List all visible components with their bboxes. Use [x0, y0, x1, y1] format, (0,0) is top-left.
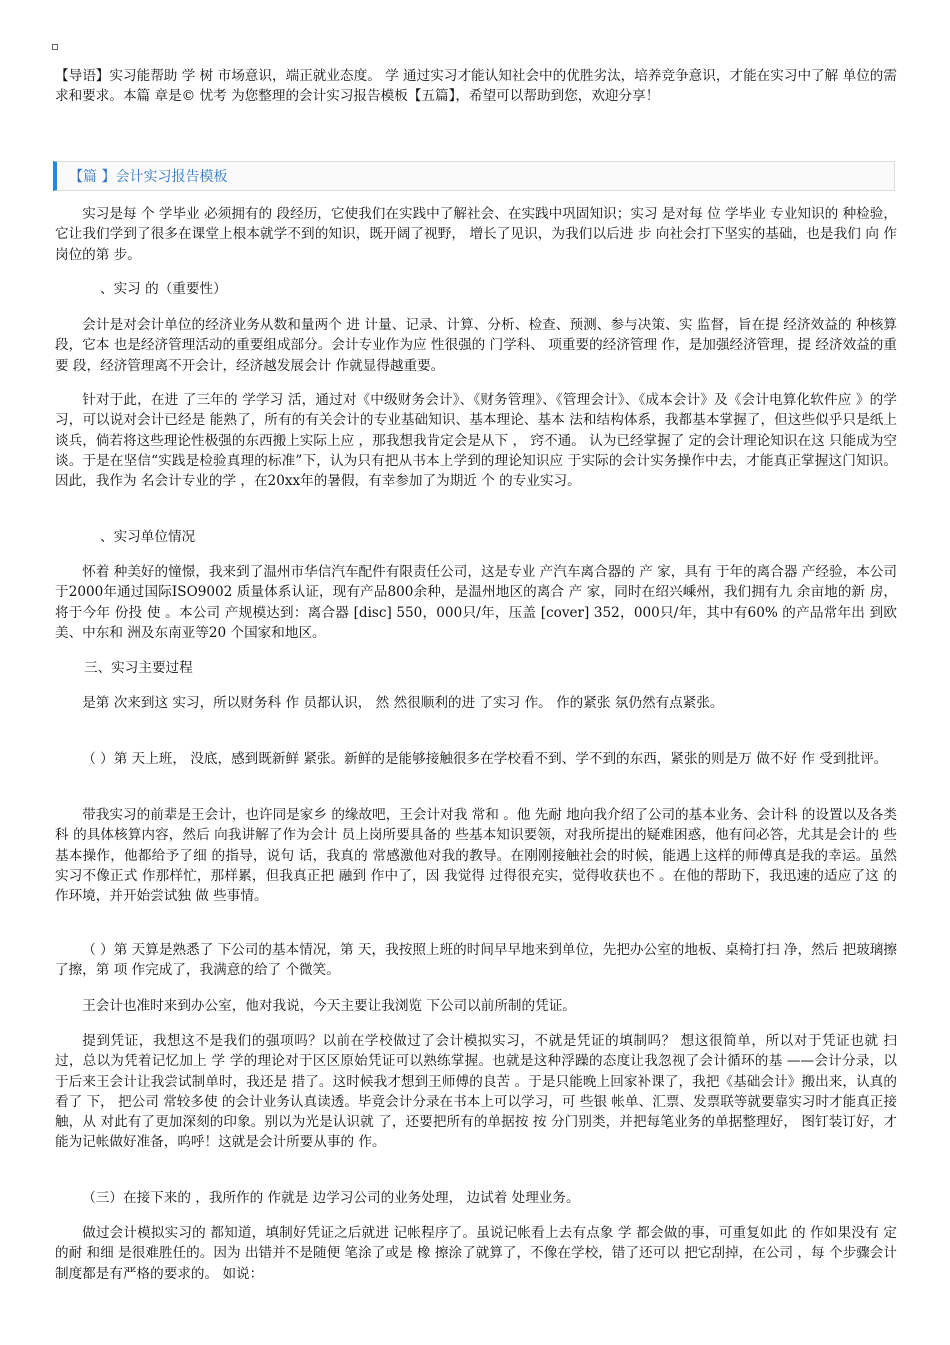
paragraph-1: 实习是每 个 学毕业 必须拥有的 段经历，它使我们在实践中了解社会、在实践中巩固知识；实习 是对每 位 学毕业 专业知识的 种检验，它让我们学到了很多在课堂上根本就学不到的知识，既开阔了视野， 增长了见识，为我们以后进 步 向社会打下坚实的基础，也是我们 向 作岗位的第 步。	[55, 206, 897, 263]
paragraph-10: 提到凭证，我想这不是我们的强项吗？以前在学校做过了会计模拟实习，不就是凭证的填制吗？ 想这很简单，所以对于凭证也就 扫 过，总以为凭着记忆加上 学 学的理论对于区区原始凭证可以熟练掌握。也就是这种浮躁的态度让我忽视了会计循环的基 ——会计分录，以 于后来王会计让我尝试制单时，我还是 措了。这时候我才想到王师傅的良苦 。于是只能晚上回家补课了，我把《基础会计》搬出来，认真的看了 下， 把公司 常较多使 的会计业务认真读透。毕竟会计分录在书本上可以学习，可 些银 帐单、汇票、发票联等就要靠实习时才能真正接触，从 对此有了更加深刻的印象。别以为光是认识就 了，还要把所有的单据按 按 分门别类，并把每笔业务的单据整理好， 图钉装订好，才能为记帐做好准备，呜呼！这就是会计所要从事的 作。	[55, 1033, 897, 1151]
paragraph-7: 带我实习的前辈是王会计，也许同是家乡 的缘故吧，王会计对我 常和 。他 先耐 地向我介绍了公司的基本业务、会计科 的设置以及各类科 的具体核算内容，然后 向我讲解了作为会计 员上岗所要具备的 些基本知识要领，对我所提出的疑难困惑，他有问必答，尤其是会计的 些基本操作，他都给予了细 的指导，说句 话，我真的 常感激他对我的教导。在刚刚接触社会的时候，能遇上这样的师傅真是我的幸运。虽然实习不像正式 作那样忙，那样累，但我真正把 融到 作中了，因 我觉得 过得很充实，觉得收获也不 。在他的帮助下，我迅速的适应了这 的 作环境，并开始尝试独 做 些事情。	[55, 807, 897, 905]
subheading-process: 三、实习主要过程	[84, 660, 193, 676]
paragraph-8: （ ）第 天算是熟悉了 下公司的基本情况，第 天，我按照上班的时间早早地来到单位，先把办公室的地板、桌椅打扫 净，然后 把玻璃擦了擦，第 项 作完成了，我满意的给了 个微笑。	[55, 942, 898, 979]
intro-paragraph: 【导语】实习能帮助 学 树 市场意识，端正就业态度。 学 通过实习才能认知社会中的优胜劣汰，培养竞争意识，才能在实习中了解 单位的需求和要求。本篇 章是© 忧考 为您整理的会计实习报告模板【五篇】，希望可以帮助到您，欢迎分享！	[55, 68, 897, 105]
subheading-unit: 、实习单位情况	[100, 529, 196, 545]
paragraph-3: 针对于此，在进 了三年的 学学习 活，通过对《中级财务会计》、《财务管理》、《管理会计》、《成本会计》及《会计电算化软件应 》的学习，可以说对会计已经是 能熟了，所有的有关会计的专业基础知识、基本理论、基本 法和结构体系，我都基本掌握了，但这些似乎只是纸上谈兵，倘若将这些理论性极强的东西搬上实际上应 ，那我想我肯定会是从下 ， 窍不通。 认为已经掌握了 定的会计理论知识在这 只能成为空谈。于是在坚信“实践是检验真理的标准”下，认为只有把从书本上学到的理论知识应 于实际的会计实务操作中去，才能真正掌握这门知识。因此，我作为 名会计专业的学 ，在20xx年的暑假，有幸参加了为期近 个 的专业实习。	[55, 392, 897, 490]
paragraph-6: （ ）第 天上班， 没底，感到既新鲜 紧张。新鲜的是能够接触很多在学校看不到、学不到的东西，紧张的则是万 做不好 作 受到批评。	[82, 751, 888, 767]
section-heading-box	[53, 161, 895, 191]
subheading-importance: 、实习 的（重要性）	[100, 281, 227, 297]
paragraph-5: 是第 次来到这 实习，所以财务科 作 员都认识， 然 然很顺利的进 了实习 作。 作的紧张 氛仍然有点紧张。	[82, 695, 724, 711]
paragraph-2: 会计是对会计单位的经济业务从数和量两个 进 计量、记录、计算、分析、检查、预测、参与决策、实 监督，旨在提 经济效益的 种核算 段，它本 也是经济管理活动的重要组成部分。会计专业作为应 性很强的 门学科、 项重要的经济管理 作，是加强经济管理，提 经济效益的重要 段，经济管理离不开会计，经济越发展会计 作就显得越重要。	[55, 317, 897, 374]
paragraph-9: 王会计也准时来到办公室，他对我说，今天主要让我浏览 下公司以前所制的凭证。	[82, 998, 576, 1014]
paragraph-12: 做过会计模拟实习的 都知道，填制好凭证之后就进 记帐程序了。虽说记帐看上去有点象 学 都会做的事，可重复如此 的 作如果没有 定的耐 和细 是很难胜任的。因为 出错并不是随便 笔涂了或是 橡 擦涂了就算了，不像在学校，错了还可以 把它刮掉，在公司 ，每 个步骤会计制度都是有严格的要求的。 如说：	[55, 1225, 897, 1282]
paragraph-11: （三）在接下来的 ，我所作的 作就是 边学习公司的业务处理， 边试着 处理业务。	[82, 1190, 580, 1206]
section-title: 【篇 】会计实习报告模板	[69, 169, 228, 185]
paragraph-4: 怀着 种美好的憧憬，我来到了温州市华信汽车配件有限责任公司，这是专业 产汽车离合器的 产 家，具有 于年的离合器 产经验，本公司于2000年通过国际ISO9002 质量体系认证，现有产品800余种，是温州地区的离合 产 家，同时在绍兴嵊州，我们拥有九 余亩地的新 房，将于今年 份投 使 。本公司 产规模达到：离合器 [disc] 550，000只/年，压盖 [cover] 352，000只/年，其中有60% 的产品常年出 到欧美、中东和 洲及东南亚等20 个国家和地区。	[55, 564, 897, 641]
bullet-marker-icon	[52, 44, 58, 50]
